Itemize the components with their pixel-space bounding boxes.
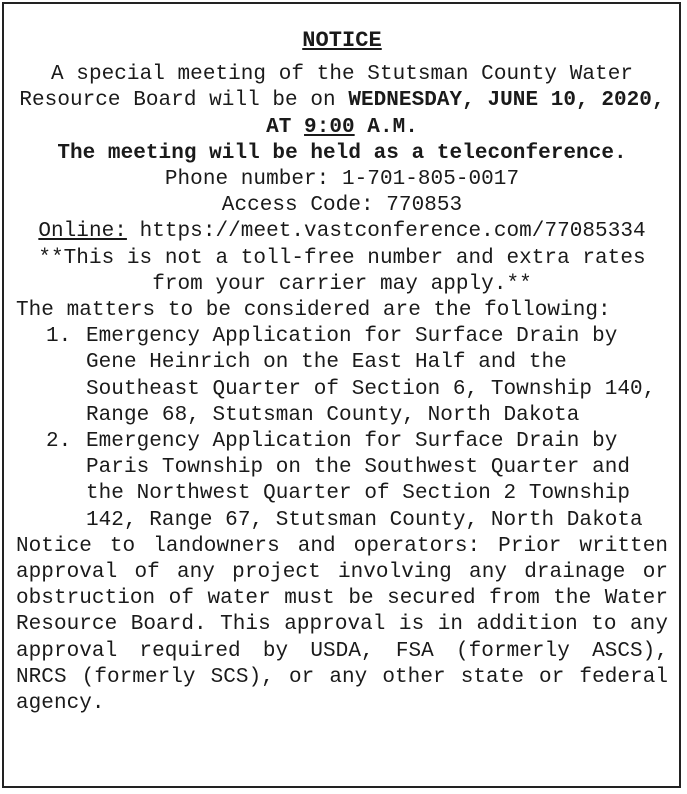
online-url[interactable]: https://meet.vastconference.com/77085334: [126, 220, 646, 244]
intro-text: A special meeting of the Stutsman County Water Resource Board will be on: [19, 63, 633, 113]
list-item: [16, 324, 668, 429]
notice-content: [16, 28, 668, 717]
matters-intro: The matters to be considered are the following:: [16, 299, 611, 323]
landowner-notice: Notice to landowners and operators: Prior written approval of any project involving any drainage or obstruction of water must be secured from the Water Resource Board. This approval is in addition to any approval required by USDA, FSA (formerly ASCS), NRCS (formerly SCS), or any other state or federal agency.: [16, 534, 668, 716]
list-item: [16, 429, 668, 534]
phone-line: Phone number: 1-701-805-0017: [164, 168, 520, 192]
meeting-ampm: A.M.: [354, 115, 418, 139]
teleconference-line: The meeting will be held as a teleconference.: [57, 141, 627, 165]
matters-list: [16, 324, 668, 534]
list-item-text: Emergency Application for Surface Drain by Paris Township on the Southwest Quarter and the Northwest Quarter of Section 2 Township 142, Range 67, Stutsman County, North Dakota: [86, 430, 643, 532]
toll-note: **This is not a toll-free number and extra rates from your carrier may apply.**: [38, 246, 646, 296]
online-label: Online:: [38, 220, 127, 244]
notice-title: NOTICE: [302, 28, 382, 53]
list-item-number: 1.: [46, 325, 72, 349]
list-item-text: Emergency Application for Surface Drain by Gene Heinrich on the East Half and the Southeast Quarter of Section 6, Township 140, Range 68, Stutsman County, North Dakota: [86, 325, 656, 427]
meeting-time: 9:00: [304, 115, 355, 139]
list-item-number: 2.: [46, 430, 72, 454]
meeting-intro: [16, 62, 668, 141]
access-code-line: Access Code: 770853: [221, 194, 463, 218]
online-line: [16, 219, 668, 245]
meeting-date: WEDNESDAY, JUNE 10, 2020, AT: [266, 89, 665, 139]
